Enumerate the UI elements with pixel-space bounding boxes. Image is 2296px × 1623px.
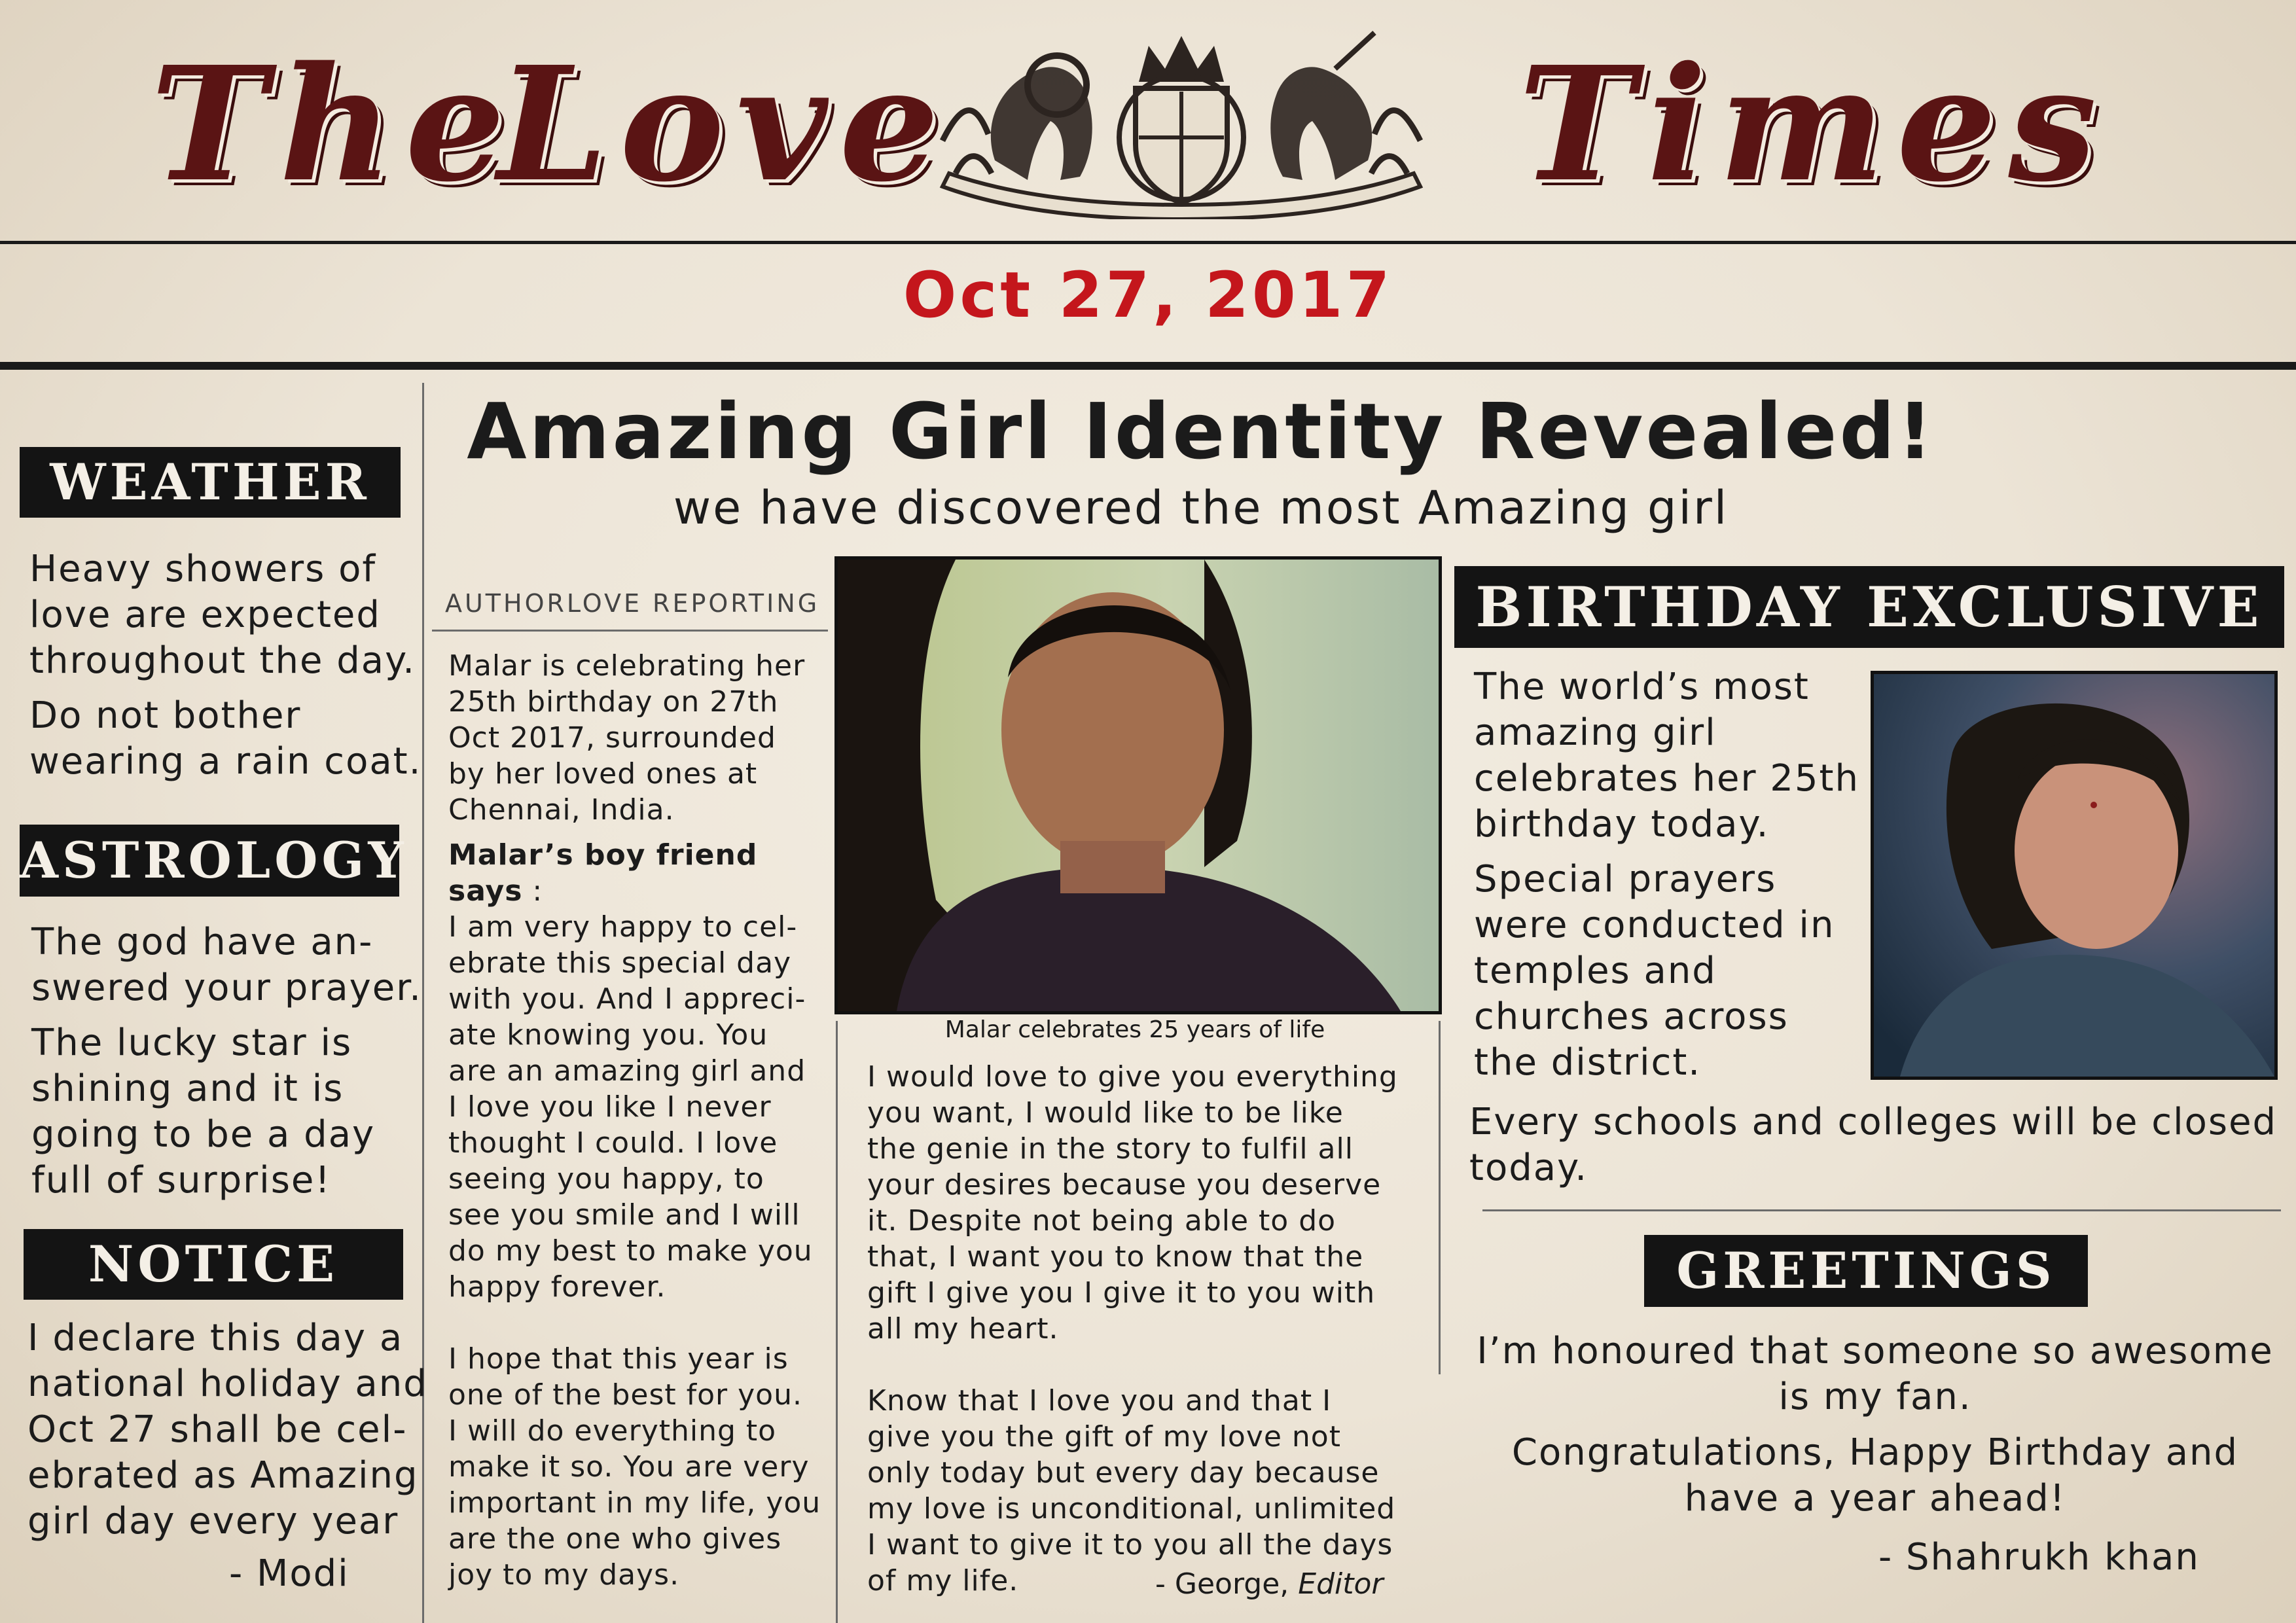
greetings-heading: GREETINGS	[1644, 1235, 2088, 1307]
birthday-paragraph-3: Every schools and colleges will be closed today.	[1469, 1101, 2278, 1189]
notice-text	[27, 1315, 428, 1554]
birthday-closing-text	[1469, 1099, 2277, 1200]
article-body-2: I hope that this year is one of the best for you. I will do everything to make it so. You are very important in my life, you are the one who gives joy to my days.	[448, 1342, 821, 1592]
birthday-text	[1474, 664, 1859, 1095]
birthday-portrait	[1871, 671, 2278, 1080]
article-intro: Malar is celebrating her 25th birthday on 27th Oct 2017, surrounded by her loved ones at Chennai, India.	[448, 649, 806, 827]
photo-caption: Malar celebrates 25 years of life	[944, 1016, 1325, 1043]
greetings-paragraph-2: Congratulations, Happy Birthday and have a year ahead!	[1511, 1431, 2239, 1520]
notice-heading: NOTICE	[24, 1229, 403, 1300]
greetings-paragraph-1: I’m honoured that someone so awesome is my fan.	[1477, 1330, 2274, 1418]
masthead-rule	[0, 241, 2296, 244]
date-rule	[0, 362, 2296, 370]
astrology-heading: ASTROLOGY	[20, 825, 399, 897]
weather-text	[29, 546, 422, 794]
main-photo	[834, 556, 1442, 1014]
article-body-1: I am very happy to cel- ebrate this special day with you. And I appreci- ate knowing you. You are an amazing girl and I love you like I never thought I could. I love seeing you happy, to see you smile and I will do my best to make you happy forever.	[448, 910, 813, 1304]
weather-paragraph-2: Do not bother wearing a rain coat.	[29, 694, 422, 783]
weather-paragraph-1: Heavy showers of love are expected throughout the day.	[29, 548, 416, 682]
quote-label: Malar’s boy friend says :	[448, 838, 758, 908]
notice-signature: - Modi	[229, 1552, 350, 1595]
astrology-paragraph-1: The god have an- swered your prayer.	[31, 921, 422, 1009]
astrology-text	[31, 919, 422, 1213]
editor-signature: - George, Editor	[1155, 1567, 1384, 1601]
article-byline: AUTHORLOVE REPORTING	[445, 589, 820, 618]
birthday-paragraph-1: The world’s most amazing girl celebrates her 25th birthday today.	[1474, 666, 1860, 846]
masthead-word-love: Love	[497, 32, 951, 217]
article-column-2	[867, 1059, 1398, 1599]
article-column-1	[448, 648, 821, 1593]
royal-coat-of-arms-icon	[916, 23, 1446, 219]
greetings-signature: - Shahrukh khan	[1878, 1536, 2200, 1578]
greetings-rule	[1482, 1209, 2281, 1211]
astrology-paragraph-2: The lucky star is shining and it is going to be a day full of surprise!	[31, 1022, 376, 1202]
weather-heading: WEATHER	[20, 447, 401, 518]
birthday-paragraph-2: Special prayers were conducted in temples and churches across the district.	[1474, 858, 1835, 1084]
issue-date: Oct 27, 2017	[903, 259, 1393, 332]
notice-paragraph: I declare this day a national holiday and Oct 27 shall be cel- ebrated as Amazing girl day every year	[27, 1317, 428, 1543]
article-body-4: Know that I love you and that I give you the gift of my love not only today but every day because my love is unconditional, unlimited I want to give it to you all the days of my life.	[867, 1384, 1396, 1597]
birthday-heading: BIRTHDAY EXCLUSIVE	[1454, 566, 2284, 648]
column-divider-right	[1439, 1021, 1441, 1374]
column-divider-center	[836, 1021, 838, 1623]
subheadline: we have discovered the most Amazing girl	[673, 481, 1729, 535]
article-body-3: I would love to give you everything you want, I would like to be like the genie in the story to fulfil all your desires because you deserve it. Despite not being able to do that, I want you to know that the gift I give you I give it to you with all my heart.	[867, 1060, 1398, 1346]
masthead-word-the: The	[151, 32, 517, 217]
masthead-word-times: Times	[1518, 32, 2109, 217]
headline: Amazing Girl Identity Revealed!	[467, 386, 1935, 476]
byline-rule	[432, 630, 828, 632]
